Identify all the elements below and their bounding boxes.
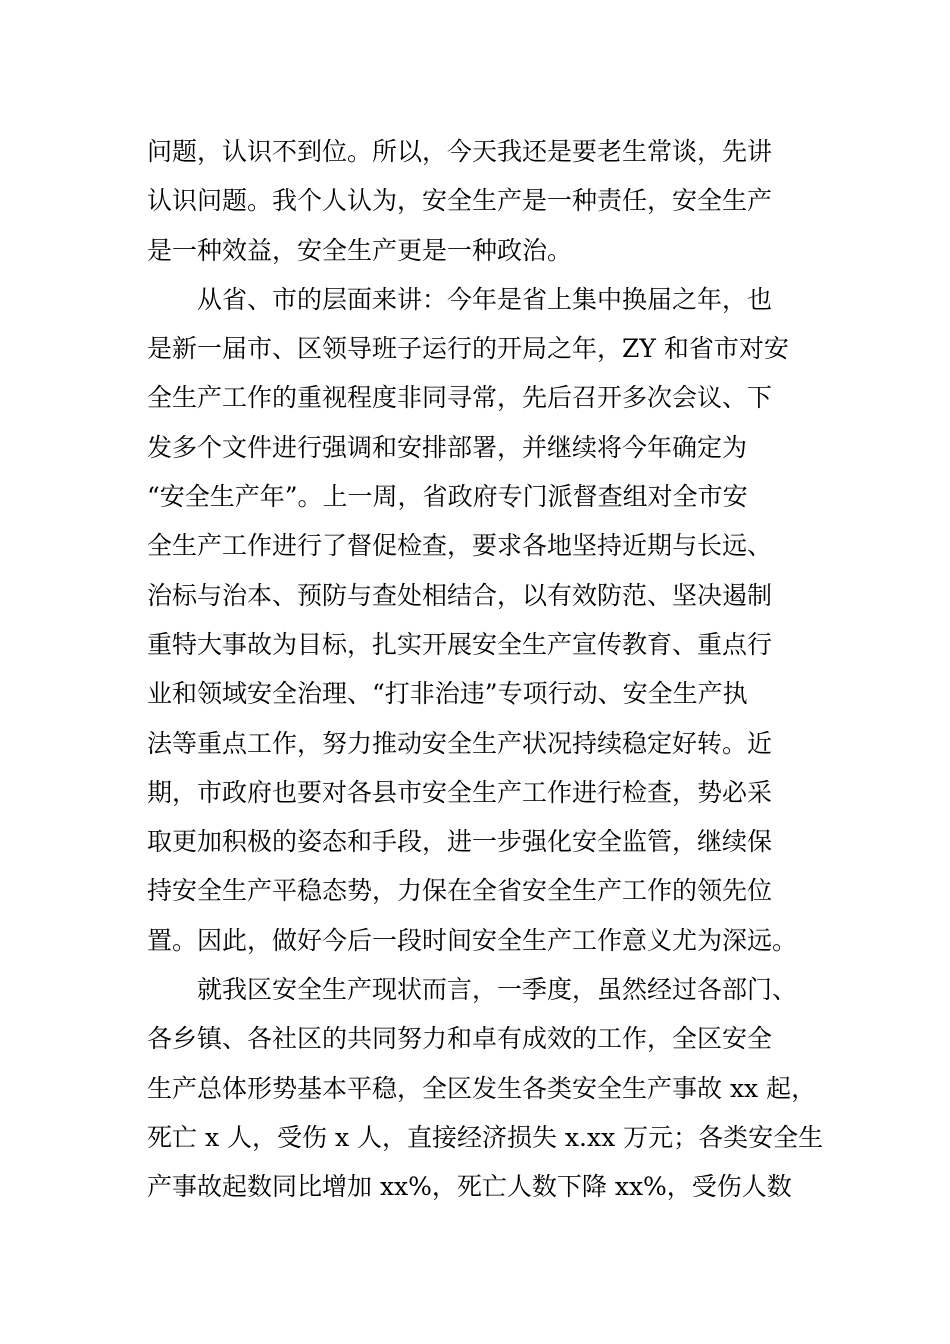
- text-line: 业和领域安全治理、“打非治违”专项行动、安全生产执: [147, 679, 748, 709]
- body-text: [147, 127, 824, 1212]
- text-line: 持安全生产平稳态势，力保在全省安全生产工作的领先位: [147, 876, 773, 906]
- text-line: 认识问题。我个人认为，安全生产是一种责任，安全生产: [147, 186, 773, 216]
- text-line: 从省、市的层面来讲：今年是省上集中换届之年，也: [147, 284, 773, 314]
- text-line: “安全生产年”。上一周，省政府专门派督查组对全市安: [147, 482, 748, 512]
- text-line: 各乡镇、各社区的共同努力和卓有成效的工作，全区安全: [147, 1024, 773, 1054]
- text-line: 是新一届市、区领导班子运行的开局之年，ZY 和省市对安: [147, 334, 789, 364]
- text-line: 法等重点工作，努力推动安全生产状况持续稳定好转。近: [147, 728, 773, 758]
- text-line: 治标与治本、预防与查处相结合，以有效防范、坚决遏制: [147, 580, 773, 610]
- text-line: 死亡 x 人，受伤 x 人，直接经济损失 x.xx 万元；各类安全生: [147, 1122, 824, 1152]
- text-line: 是一种效益，安全生产更是一种政治。: [147, 235, 573, 265]
- text-line: 就我区安全生产现状而言，一季度，虽然经过各部门、: [147, 975, 798, 1005]
- text-line: 问题，认识不到位。所以，今天我还是要老生常谈，先讲: [147, 137, 773, 166]
- text-line: 发多个文件进行强调和安排部署，并继续将今年确定为: [147, 432, 748, 462]
- text-line: 重特大事故为目标，扎实开展安全生产宣传教育、重点行: [147, 629, 773, 659]
- text-line: 产事故起数同比增加 xx%，死亡人数下降 xx%，受伤人数: [147, 1172, 792, 1202]
- text-line: 取更加积极的姿态和手段，进一步强化安全监管，继续保: [147, 827, 773, 857]
- text-line: 全生产工作进行了督促检查，要求各地坚持近期与长远、: [147, 531, 773, 561]
- text-line: 全生产工作的重视程度非同寻常，先后召开多次会议、下: [147, 383, 773, 413]
- text-line: 生产总体形势基本平稳，全区发生各类安全生产事故 xx 起，: [147, 1073, 817, 1103]
- text-line: 置。因此，做好今后一段时间安全生产工作意义尤为深远。: [147, 925, 798, 955]
- text-line: 期，市政府也要对各县市安全生产工作进行检查，势必采: [147, 777, 773, 807]
